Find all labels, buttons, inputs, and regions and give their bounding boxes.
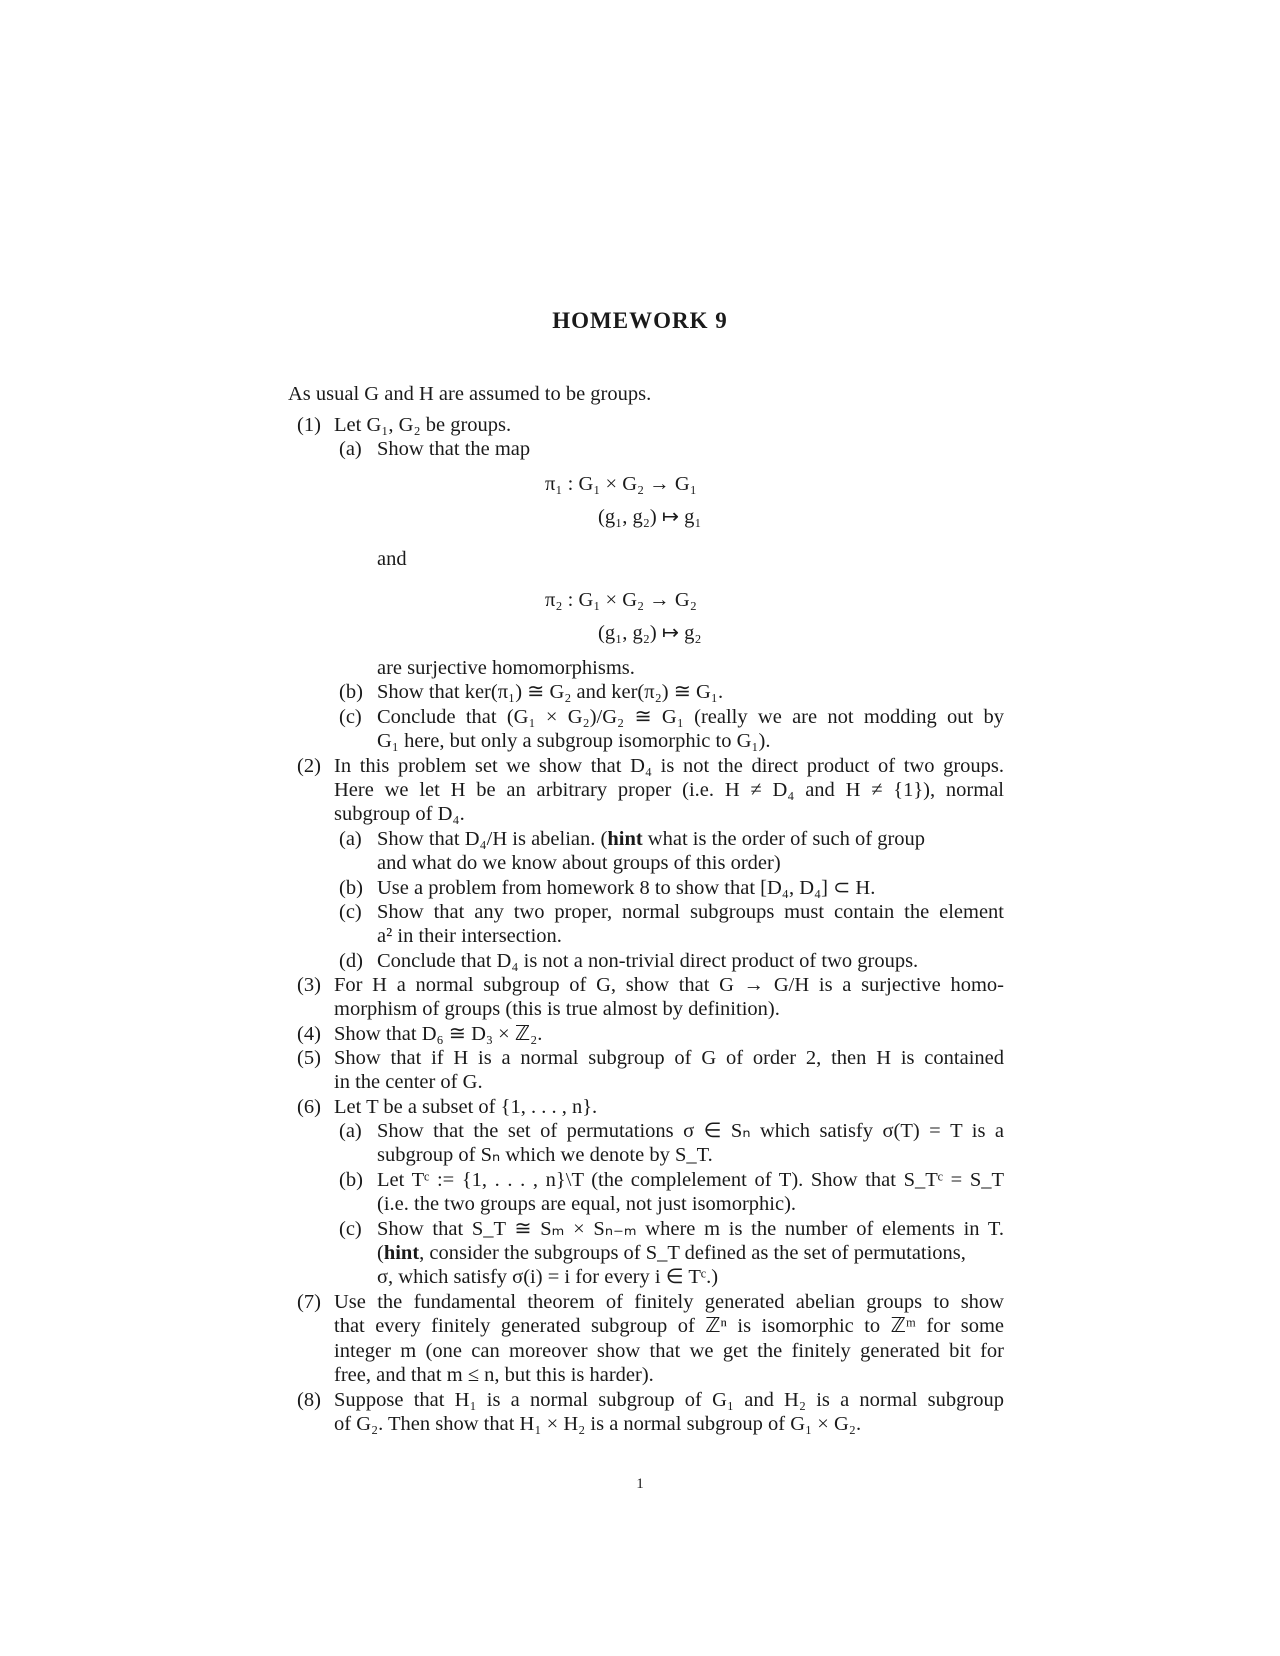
problem-1-number: (1) bbox=[297, 414, 321, 436]
problem-6b-line-1: Let Tᶜ := {1, . . . , n}\T (the complelement of T). Show that S_Tᶜ = S_T bbox=[377, 1169, 1004, 1191]
problem-2a-text-end: what is the order of such of group bbox=[642, 828, 926, 850]
problem-6-text: Let T be a subset of {1, . . . , n}. bbox=[334, 1096, 598, 1118]
problem-5-line-2: in the center of G. bbox=[334, 1071, 483, 1093]
problem-1b-text: Show that ker(π₁) ≅ G₂ and ker(π₂) ≅ G₁. bbox=[377, 681, 724, 703]
page-number: 1 bbox=[636, 1476, 644, 1492]
problem-6c-hint: hint bbox=[383, 1242, 420, 1264]
problem-2c-line-2: a² in their intersection. bbox=[377, 925, 562, 947]
problem-2-number: (2) bbox=[297, 755, 321, 777]
problem-1c-line-1: Conclude that (G₁ × G₂)/G₂ ≅ G₁ (really we are not modding out by bbox=[377, 706, 1004, 728]
page-title: HOMEWORK 9 bbox=[552, 308, 728, 333]
problem-7-line-1: Use the fundamental theorem of finitely generated abelian groups to show bbox=[334, 1291, 1004, 1313]
problem-6c-line-2 bbox=[377, 1241, 1004, 1265]
problem-2d-label: (d) bbox=[339, 950, 363, 972]
problem-7-number: (7) bbox=[297, 1291, 321, 1313]
map-2-definition: π₂ : G₁ × G₂ → G₂ bbox=[545, 589, 697, 611]
problem-6c-line-1: Show that S_T ≅ Sₘ × Sₙ₋ₘ where m is the number of elements in T. bbox=[377, 1218, 1004, 1240]
problem-1-text: Let G₁, G₂ be groups. bbox=[334, 414, 512, 436]
problem-6b-label: (b) bbox=[339, 1169, 363, 1191]
problem-1b-label: (b) bbox=[339, 681, 363, 703]
problem-6c-line-3: σ, which satisfy σ(i) = i for every i ∈ Tᶜ.) bbox=[377, 1266, 719, 1288]
problem-2c-line-1: Show that any two proper, normal subgroups must contain the element bbox=[377, 901, 1004, 923]
problem-7-line-3: integer m (one can moreover show that we get the finitely generated bit for bbox=[334, 1340, 1004, 1362]
map-1-definition: π₁ : G₁ × G₂ → G₁ bbox=[545, 473, 697, 495]
problem-6a-line-2: subgroup of Sₙ which we denote by S_T. bbox=[377, 1144, 713, 1166]
problem-3-number: (3) bbox=[297, 974, 321, 996]
intro-text: As usual G and H are assumed to be groups. bbox=[288, 383, 652, 405]
problem-1a-label: (a) bbox=[339, 438, 362, 460]
problem-2-line-2: Here we let H be an arbitrary proper (i.e. H ≠ D₄ and H ≠ {1}), normal bbox=[334, 779, 1004, 801]
map-1-rule: (g₁, g₂) ↦ g₁ bbox=[598, 506, 702, 528]
problem-2a-text-start: Show that D₄/H is abelian. ( bbox=[377, 828, 608, 850]
problem-6c-text-end: , consider the subgroups of S_T defined as the set of permutations, bbox=[419, 1242, 966, 1264]
problem-1a-tail: are surjective homomorphisms. bbox=[377, 657, 635, 679]
problem-1a-text: Show that the map bbox=[377, 438, 531, 460]
problem-1c-label: (c) bbox=[339, 706, 362, 728]
problem-6-number: (6) bbox=[297, 1096, 321, 1118]
problem-2b-text: Use a problem from homework 8 to show that [D₄, D₄] ⊂ H. bbox=[377, 877, 876, 899]
problem-2a-hint: hint bbox=[607, 828, 643, 850]
problem-2a-line-2: and what do we know about groups of this order) bbox=[377, 852, 781, 874]
map-2-rule: (g₁, g₂) ↦ g₂ bbox=[598, 622, 702, 644]
problem-1c-line-2: G₁ here, but only a subgroup isomorphic to G₁). bbox=[377, 730, 771, 752]
problem-6a-line-1: Show that the set of permutations σ ∈ Sₙ which satisfy σ(T) = T is a bbox=[377, 1120, 1004, 1142]
problem-3-line-1: For H a normal subgroup of G, show that G → G/H is a surjective homo- bbox=[334, 974, 1004, 996]
problem-2-line-3: subgroup of D₄. bbox=[334, 803, 465, 825]
problem-2-line-1: In this problem set we show that D₄ is not the direct product of two groups. bbox=[334, 755, 1004, 777]
problem-5-number: (5) bbox=[297, 1047, 321, 1069]
problem-6c-label: (c) bbox=[339, 1218, 362, 1240]
problem-2d-text: Conclude that D₄ is not a non-trivial direct product of two groups. bbox=[377, 950, 919, 972]
problem-2a-line-1 bbox=[377, 827, 1004, 851]
connector-and: and bbox=[377, 548, 407, 570]
problem-2c-label: (c) bbox=[339, 901, 362, 923]
problem-6c-paren: ( bbox=[377, 1242, 384, 1264]
problem-4-number: (4) bbox=[297, 1023, 321, 1045]
problem-7-line-2: that every finitely generated subgroup of ℤⁿ is isomorphic to ℤᵐ for some bbox=[334, 1315, 1004, 1337]
problem-8-line-2: of G₂. Then show that H₁ × H₂ is a normal subgroup of G₁ × G₂. bbox=[334, 1413, 862, 1435]
problem-4-text: Show that D₆ ≅ D₃ × ℤ₂. bbox=[334, 1023, 543, 1045]
problem-7-line-4: free, and that m ≤ n, but this is harder). bbox=[334, 1364, 654, 1386]
problem-8-line-1: Suppose that H₁ is a normal subgroup of G₁ and H₂ is a normal subgroup bbox=[334, 1389, 1004, 1411]
problem-2b-label: (b) bbox=[339, 877, 363, 899]
problem-8-number: (8) bbox=[297, 1389, 321, 1411]
problem-2a-label: (a) bbox=[339, 828, 362, 850]
problem-6a-label: (a) bbox=[339, 1120, 362, 1142]
problem-5-line-1: Show that if H is a normal subgroup of G of order 2, then H is contained bbox=[334, 1047, 1004, 1069]
problem-6b-line-2: (i.e. the two groups are equal, not just isomorphic). bbox=[377, 1193, 797, 1215]
problem-3-line-2: morphism of groups (this is true almost by definition). bbox=[334, 998, 780, 1020]
